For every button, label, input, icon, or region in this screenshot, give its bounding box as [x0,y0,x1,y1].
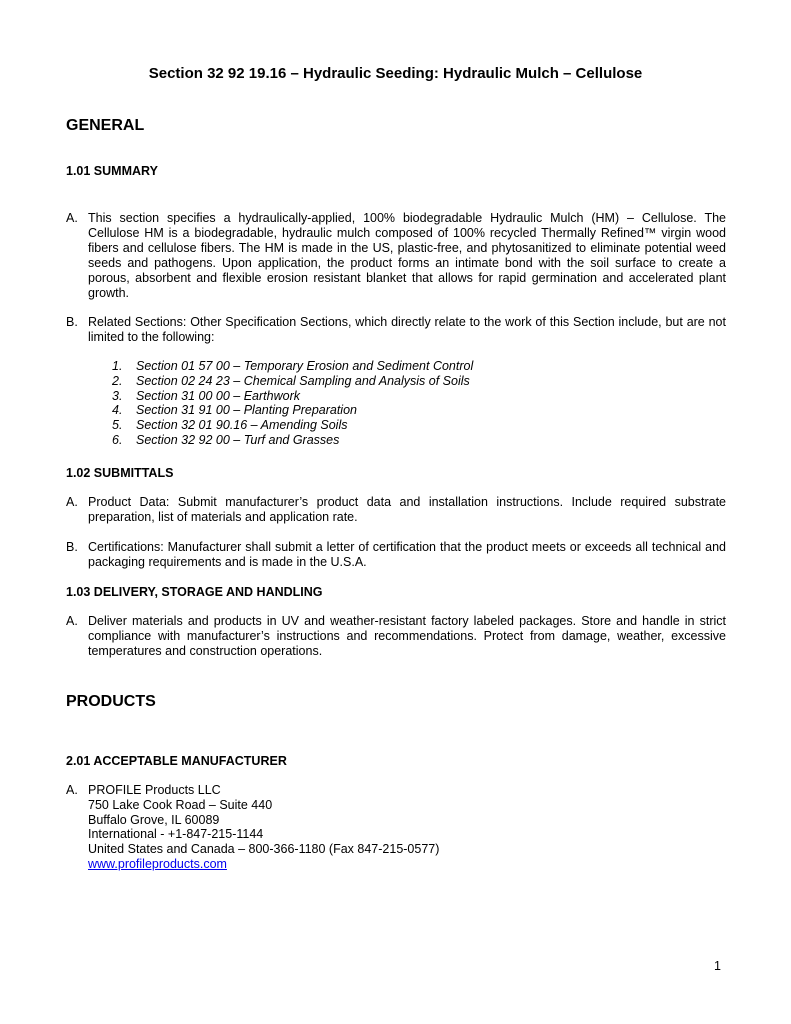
item-text: This section specifies a hydraulically-applied, 100% biodegradable Hydraulic Mulch (HM) – Cellulose. The Cellulose HM is a biodegradable, hydraulic mulch composed of 100% recycled Thermally Refined™ virgin wood fibers and cellulose fibers. The HM is made in the US, plastic-free, and phytosanitized to eliminate potential weed seeds and pathogens. Upon application, the product forms an intimate bond with the soil surface to create a porous, absorbent and flexible erosion resistant blanket that allows for rapid germination and accelerated plant growth. [88,211,726,300]
us-canada-phone: United States and Canada – 800-366-1180 (Fax 847-215-0577) [88,842,440,857]
delivery-heading: 1.03 DELIVERY, STORAGE AND HANDLING [66,585,323,599]
list-item: 1. Section 01 57 00 – Temporary Erosion and Sediment Control [112,359,474,373]
submittals-item-b [66,540,726,570]
website-link[interactable]: www.profileproducts.com [88,856,227,871]
item-text: Certifications: Manufacturer shall submit a letter of certification that the product meets or exceeds all technical and packaging requirements and is made in the U.S.A. [88,540,726,569]
item-letter: A. [66,211,78,225]
list-item: 4. Section 31 91 00 – Planting Preparation [112,403,357,418]
company-name: PROFILE Products LLC [88,783,221,797]
summary-heading: 1.01 SUMMARY [66,164,158,178]
item-text: Related Sections: Other Specification Sections, which directly relate to the work of this Section include, but are not limited to the following: [88,315,726,344]
list-item: 2. Section 02 24 23 – Chemical Sampling and Analysis of Soils [112,373,470,388]
summary-item-a [66,211,726,301]
list-item: 3. Section 31 00 00 – Earthwork [112,388,300,403]
submittals-item-a [66,495,726,525]
item-letter: A. [66,614,78,628]
delivery-item-a [66,614,726,659]
item-letter: A. [66,783,78,797]
item-letter: A. [66,495,78,509]
city-state-zip: Buffalo Grove, IL 60089 [88,812,220,827]
related-sections-list [112,359,473,448]
item-text: Deliver materials and products in UV and weather-resistant factory labeled packages. Store and handle in strict compliance with manufacturer’s instructions and recommendations. Protect from damage, weather, excessive temperatures and construction operations. [88,614,726,658]
list-item: 6. Section 32 92 00 – Turf and Grasses [112,432,340,447]
summary-item-b [66,315,726,345]
page-number: 1 [714,959,721,973]
document-title: Section 32 92 19.16 – Hydraulic Seeding: Hydraulic Mulch – Cellulose [148,65,643,82]
list-item: 5. Section 32 01 90.16 – Amending Soils [112,418,348,433]
item-letter: B. [66,540,78,554]
products-heading: PRODUCTS [66,693,156,710]
submittals-heading: 1.02 SUBMITTALS [66,466,174,480]
item-letter: B. [66,315,78,329]
manufacturer-heading: 2.01 ACCEPTABLE MANUFACTURER [66,754,287,768]
manufacturer-address [66,783,440,872]
general-heading: GENERAL [66,117,145,134]
international-phone: International - +1-847-215-1144 [88,827,264,842]
street-address: 750 Lake Cook Road – Suite 440 [88,797,273,812]
item-text: Product Data: Submit manufacturer’s product data and installation instructions. Include required substrate preparation, list of materials and application rate. [88,495,726,524]
